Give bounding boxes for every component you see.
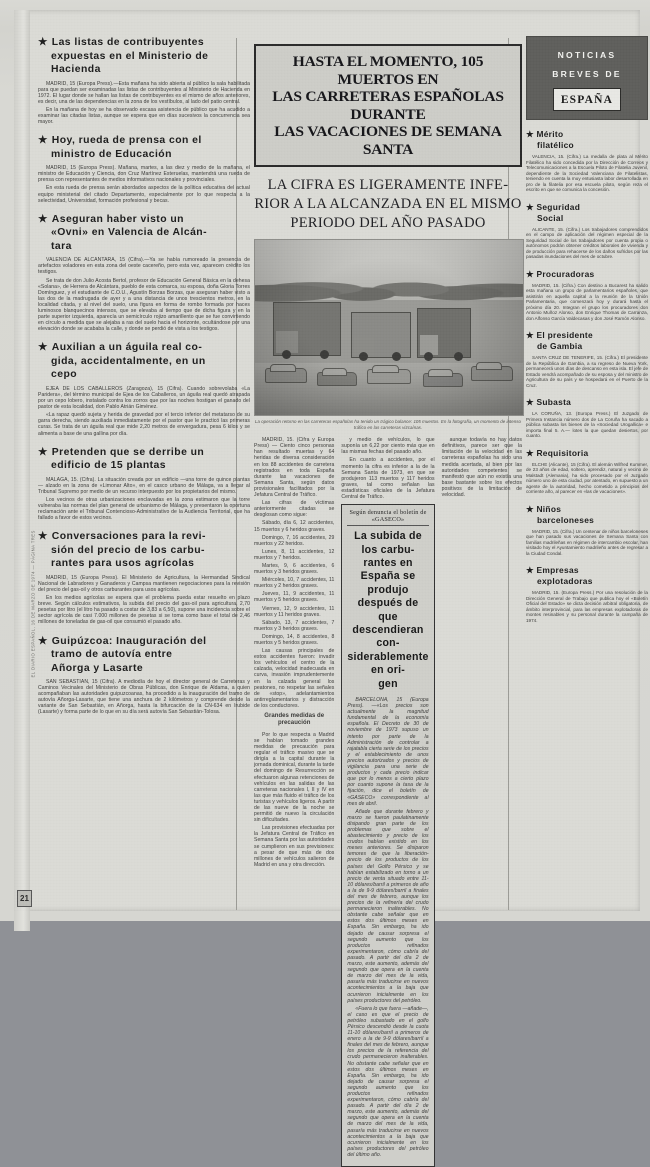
star-icon: ★ (526, 565, 534, 575)
headline-line: Pretenden que se derribe un (51, 446, 205, 458)
side-brief-item (526, 202, 648, 260)
brief-headline (38, 446, 250, 473)
gaseco-headline-line: La subida de los carbu- (354, 530, 422, 556)
main-headline-line: HASTA EL MOMENTO, 105 MUERTOS EN (292, 53, 484, 88)
story-paragraph: Viernes, 12, 9 accidentes, 11 muertos y 11 heridos graves. (254, 605, 335, 618)
side-brief-paragraph: MADRID, 15. (Cifra.) Con destino a Bucarest ha salido esta mañana un grupo de parlamentarios españoles, que asistirán en aquella capital a la reunión de la Unión Parlamentaria, que comenzará hoy y durará hasta el próximo día 20. Integran el grupo los procuradores don Antonio Muñoz Alonso, don Enrique Thomas de Carranza, don Alfonso García Valdecasas y don José Ramón Alonso. (526, 282, 648, 321)
story-subcolumns (254, 437, 522, 1167)
headline-line: sión del precio de los carbu- (51, 544, 205, 556)
headline-line: filatélico (537, 140, 574, 150)
headline-line: de Gambia (537, 341, 583, 351)
side-brief-paragraph: LA CORUÑA, 13. (Europa Press.) El Juzgado de Primera Instancia número dos de La Coruña ha sacado a pública subasta los bienes de la «Sociedad Urogallica» e importa final 5. A.— lotes la que quedan desiertos, por cuanto. (526, 411, 648, 438)
espana-plate-label: ESPAÑA (560, 94, 614, 106)
gaseco-paragraph: BARCELONA, 15 (Europa Press). —«Los precios son actualmente la magnitud fundamental de la economía española. El Decreto de 30 de noviembre de 1973 supuso un intento por parte de la Administración de controlar a rajatabla cierta serie de los precios y el establecimiento de unos precios autorizados y precios de vigilancia para una serie de productos y cada precio indicar que por lo menos a cierto plazo por cuanto supone la tasa de la fijación, dice el boletín de «GASECO» correspondiente al mes de abril. (347, 697, 429, 807)
spine-imprint: EL DIARIO ESPAÑOL, 16 DE MARZO DE 1974 — PÁGINA TRES (30, 530, 36, 678)
star-icon: ★ (526, 447, 534, 458)
story-paragraph: En cuanto a accidentes, por el momento la cifra es inferior a la de la Semana Santa de 1973, en que se produjeron 113 muertos y 117 heridos graves, tal como señalan las estadísticas oficiales de la Jefatura Central de Tráfico. (341, 457, 435, 501)
side-brief-headline (526, 397, 648, 408)
star-icon: ★ (526, 268, 534, 279)
story-paragraph: Domingo, 7, 16 accidentes, 29 muertos y 22 heridos. (254, 534, 335, 547)
gaseco-paragraph: «Fuera lo que fuera —añade—, el caso es que el precio de petróleo subastado en el golfo Pérsico descendió desde la cuota 11-10 dólares/barril a primeros de enero a la de 9-9 dólares/barril a finales del mes de febrero, aunque los precios de la referencia del crudo permanecieron inalterables. No obstante cabe señalar que en estos dos últimos meses en España. Sin embargo, ha ido dejado de causar sorpresa el segundo aumento que los productos refinados experimentaron, cómo cabría del pasado. A partir del día 2 de marzo, este aumento, además del segundo que opera en la cuenta de marzo del mes de la vida, pasaría más traducirse en nuevos acontecimientos a la baja que ocurrieron inicialmente en los países productores del petróleo del último año. (347, 1005, 429, 1158)
gaseco-headline-line: siderablemente en ori- (347, 650, 429, 677)
gaseco-paragraph: Añade que durante febrero y marzo se fueron paulatinamente disipando gran parte de los problemas que sobre el abastecimiento y precio de los crudos habían existido en los meses anteriores. Se disiparon temores de que la liberación-precio de los productos de los países del Golfo Pérsico y se habían estabilizado en torno a un precio de venta situado entre 11-10 dólares/barril a primeros de año a la de 9-9 dólares/barril a finales del mes de febrero, aunque los precios de la refinería del crudo permanecieron inalterables. No obstante cabe señalar que en estos dos últimos meses en España. Sin embargo, ha ido dejado de causar sorpresa el segundo aumento que los productos refinados experimentaron, cómo cabría del pasado. A partir del día 2 de marzo, este aumento, además del segundo que opera en la cuenta de marzo del mes de la vida, pasaría más traducirse en nuevos acontecimientos a la baja que ocurrieron inicialmente en los países productores del petróleo. (347, 808, 429, 1004)
brief-item (38, 341, 250, 436)
main-story-column (254, 36, 522, 1167)
side-brief-item (526, 330, 648, 388)
side-brief-item (526, 269, 648, 322)
headline-line: Empresas (536, 565, 579, 575)
headline-line: Procuradoras (536, 268, 595, 279)
headline-line: expuestas en el Ministerio de (51, 50, 209, 62)
story-paragraph: Domingo, 14, 8 accidentes, 8 muertos y 5 heridos graves. (254, 633, 335, 646)
headline-line: Auxilian a un águila real co- (51, 342, 203, 354)
photo-caption: La operación retorno en las carreteras españolas ha tenido un trágico balance: 105 muertos. En la fotografía, un momento de intenso tráfico en las carreteras vizcaínas. (254, 419, 521, 430)
headline-line: ministro de Educación (51, 148, 172, 160)
brief-paragraph: MADRID, 15 (Europa Press). Mañana, martes, a las diez y medio de la mañana, el ministro de Educación y Ciencia, don Cruz Martínez Esteruelas, mantendrá una rueda de prensa con representantes de medios informativos nacionales y provinciales. (38, 165, 250, 184)
main-subheadline (254, 176, 522, 233)
brief-paragraph: Se trata de don Julio Acosta Bertol, profesor de Educación General Básica en la dehesa «Solana», de Herrera de Alcántara, pueblo de esta comarca, su esposa, doña Gloria Torres Domínguez, y el estudiante de C.O.U., Agustín Borzas Borzas, que aseguran haber visto a las dos de la madrugada de ayer y a una distancia de unos trescientos metros, en la localidad citada, y al nivel del suelo, una figura en forma de rombo formada por haces luminosos blanquecinos intensos, que se elevaba al tiempo que de dicha figura y en la parte superior izquierda, aparecía un semicírculo rojizo amarillento que se fue convirtiendo en círculo a medida que se alejaba a ras del suelo hacia el horizonte, ocultándose por una elevación donde se acababa la calle, y donde se perdió de vista a los testigos. (38, 277, 250, 333)
side-brief-headline (526, 504, 648, 526)
brief-paragraph: MADRID, 15 (Europa Press). El Ministerio de Agricultura, la Hermandad Sindical Nacional de Labradores y Ganaderos y Campsa mantienen negociaciones para la revisión del precio del gas-oil y otros carburantes para usos agrícolas. (38, 574, 250, 593)
headline-line: cepo (51, 369, 78, 381)
page-folio-number: 21 (17, 890, 32, 907)
espana-plate (553, 88, 621, 111)
side-brief-headline (526, 565, 648, 587)
brief-item (38, 213, 250, 333)
headline-line: barceloneses (537, 514, 595, 525)
headline-line: Mérito (536, 129, 564, 139)
star-icon: ★ (38, 135, 48, 147)
brief-paragraph: MALAGA, 15. (Cifra). La situación creada por un edificio —una torre de quince plantas— alzado en la zona de «Limonar Alto», en el casco urbano de Málaga, va a llegar al Tribunal Supremo por medio de un recurso interpuesto por los propietarios del mismo. (38, 476, 250, 495)
headline-line: Seguridad (536, 201, 581, 212)
subheadline-line: RIOR A LA ALCANZADA EN EL MISMO (254, 196, 522, 212)
side-brief-headline (526, 269, 648, 280)
headline-line: tramo de autovía entre (51, 649, 173, 660)
story-paragraph: Las cifras de víctimas anteriormente citadas se desglosan como sigue: (254, 500, 335, 519)
headline-line: «Ovni» en Valencia de Alcán- (51, 227, 208, 239)
headline-line: Hacienda (51, 64, 101, 75)
headline-line: explotadoras (537, 576, 593, 586)
subheadline-line: LA CIFRA ES LIGERAMENTE INFE- (267, 177, 509, 193)
masthead-line: NOTICIAS (557, 50, 617, 60)
story-paragraph: Miércoles, 10, 7 accidentes, 11 muertos y 2 heridos graves. (254, 577, 335, 590)
masthead-line: BREVES DE (552, 69, 622, 79)
star-icon: ★ (526, 330, 534, 340)
story-paragraph: aunque todavía no hay datos definitivos, parece ser que la limitación de la velocidad en las carreteras españolas ha sido una medida acertada, al bien por las autoridades competentes se manifestó que aún no existía una base bastante sobre los efectos positivos de la limitación de velocidad. (441, 437, 523, 499)
brief-paragraph: Los vecinos de otras urbanizaciones enclavadas en la zona estimaron que la torre vulneraba las normas del plan general de urbanismo de Málaga, y presentaron la oportuna reclamación ante el Tribunal Contencioso-Administrativo de la Audiencia Territorial, que ha fallado a favor de estos vecinos. (38, 496, 250, 522)
side-brief-item (526, 448, 648, 495)
brief-headline (38, 36, 250, 77)
side-brief-paragraph: VALENCIA, 15. (Cifra.) La medalla de plata al Mérito Filatélico ha sido concedida por la Dirección de Correos y Telecomunicaciones a la Escuela Piloto de Filatelia Juvenil, dependiente de la Sociedad Valenciana de Filatelistas, teniendo en cuenta la muy entusiasta labor desarrollada en pro de la filatelia por esa escuela piloto, según reza el escrito en que se comunica la concesión. (526, 154, 648, 192)
side-brief-paragraph: MADRID, 15. (Cifra.) Un centenar de niños barceloneses que han pasado sus vacaciones de Semana Santa con familias madrileñas en régimen de intercambio escolar, han visitado hoy el Ayuntamiento madrileño antes de regresar a la Ciudad Condal. (526, 528, 648, 556)
story-subhead: Grandes medidas de precaución (264, 713, 325, 727)
brief-item (38, 530, 250, 625)
story-subcolumn-1 (254, 437, 334, 1167)
story-subcolumn-2 (341, 437, 434, 1167)
story-paragraph: Sábado, día 6, 12 accidentes, 15 muertos y 6 heridos graves. (254, 520, 335, 533)
main-headline-line: LAS VACACIONES DE SEMANA SANTA (274, 123, 502, 158)
brief-headline (38, 341, 250, 382)
right-sidebar-column (526, 36, 648, 632)
main-headline-box (254, 44, 522, 167)
brief-item (38, 446, 250, 522)
brief-paragraph: MADRID, 15 (Europa Press).—Esta mañana ha sido abierta al público la sala habilitada para que puedan ser examinadas las listas de contribuyentes al Ministerio de Hacienda en 1972. El lugar donde se hallan las listas de contribuyentes es el mismo de años anteriores, es decir, una de las dependencias en la zona de los vestíbulos, al lado del patio central. (38, 80, 250, 105)
brief-paragraph: «La rapaz quedó sujeta y herida de gravedad por el tercio inferior del metatarso de su garra derecha, siendo auxiliada inmediatamente por el pastor que le practicó las primeras curas. Se trata de un águila real que mide 2,20 metros de envergadura, pesa 6 kilos y se alimenta a base de una gallina por día. (38, 412, 250, 437)
brief-headline (38, 213, 250, 254)
story-paragraph: Jueves, 11, 9 accidentes, 11 muertos y 5 heridos graves. (254, 591, 335, 604)
star-icon: ★ (38, 531, 48, 543)
side-brief-item (526, 504, 648, 557)
story-paragraph: Sábado, 13, 7 accidentes, 7 muertos y 3 heridos graves. (254, 619, 335, 632)
side-brief-headline (526, 202, 648, 224)
gaseco-sidebar-box (341, 504, 434, 1167)
headline-line: Guipúzcoa: Inauguración del (51, 635, 207, 647)
star-icon: ★ (38, 635, 48, 647)
brief-paragraph: VALENCIA DE ALCANTARA, 15 (Cifra).—Ya se había rumoreado la presencia de artefactos voladores en esta zona del oeste cacereño, pero esta vez, aparecen crédito los testigos. (38, 257, 250, 276)
headline-line: Hoy, rueda de prensa con el (51, 135, 202, 147)
headline-line: Conversaciones para la revi- (51, 531, 206, 543)
headline-line: Niños (536, 503, 562, 514)
side-brief-paragraph: ELCHE (Alicante), 15 (Cifra). El alemán Wilfred Kummer, de 23 años de edad, soltero, aprendiz, natural y vecino de Malstadt (Alemania), ha sido procesado por el Juzgado número uno de esta ciudad, por atentado, en supuesto a un agente de la autoridad, hecho cometido a principios del corriente año, al parecer en «las de vacaciones». (526, 461, 648, 494)
traffic-photo (254, 239, 524, 416)
headline-line: Aseguran haber visto un (51, 213, 184, 225)
story-paragraph: y medio de vehículos, lo que suponía un 6,22 por ciento más que en las mismas fechas del pasado año. (341, 437, 435, 456)
side-brief-headline (526, 448, 648, 459)
star-icon: ★ (38, 37, 48, 48)
story-paragraph: Las causas principales de estos accidentes fueron: invadir los vehículos el centro de la calzada, velocidad inadecuada en curva, invasión imprudentemente en la calzada general los peatones, no respetar las señales de «stop», adelantamientos antirreglamentarios y distracción de los conductores. (254, 648, 335, 709)
paper-sheet (14, 10, 648, 1158)
side-brief-item (526, 397, 648, 439)
headline-line: edificio de 15 plantas (51, 460, 166, 472)
gaseco-source-line: Según denuncia el boletín de «GASECO» (347, 509, 428, 526)
story-paragraph: MADRID, 15. (Cifra y Europa Press) — Ciento cinco personas han resultado muertas y 64 heridas de diversa consideración en los 88 accidentes de carretera registrados en toda España durante las vacaciones de Semana Santa, según datos provisionales facilitados por la Jefatura Central de Tráfico. (254, 437, 335, 499)
brief-paragraph: En la mañana de hoy se ha observado escasa asistencia de público que ha acudido a examinar las citadas listas, aunque se espera que en días sucesivos la concurrencia sea mayor. (38, 106, 250, 126)
side-brief-item (526, 129, 648, 193)
brief-item (38, 635, 250, 716)
story-paragraph: Lunes, 8, 11 accidentes, 12 muertos y 7 heridos. (254, 548, 335, 561)
star-icon: ★ (526, 201, 534, 212)
story-paragraph: Martes, 9, 6 accidentes, 6 muertos y 3 heridos graves. (254, 562, 335, 576)
gaseco-headline-line: rantes en España se (360, 556, 416, 583)
headline-line: Añorga y Lasarte (51, 662, 144, 674)
headline-line: rantes para usos agrícolas (51, 558, 195, 570)
breves-masthead (526, 36, 648, 120)
headline-line: tara (51, 240, 72, 252)
side-brief-paragraph: SANTA CRUZ DE TENERIFE, 15. (Cifra.) El presidente de la República de Gambia, a su regreso de Nueva York, permanecerá unos días de descanso en esta isla. El jefe de Estado vendrá acompañado de su esposa y del ministro de Agricultura de su país y se hospedará en el Puerto de la Cruz. (526, 355, 648, 388)
brief-paragraph: SAN SEBASTIAN, 15 (Cifra). A mediodía de hoy el director general de Carreteras y Caminos Vecinales del Ministerio de Obras Públicas, don Enrique de Aldama, a quien acompañaban las autoridades guipuzcoanas, ha procedido a la inauguración del tramo de autovía Añorga-Lasarte, que tiene una anchura de 2 kilómetros y comprende desde la variante de San Sebastián, en Añorga, hasta la bifurcación de la CN-634 en Irubide (Lasarte) y forma parte de lo que en su día será autovía San Sebastián-Tolosa. (38, 679, 250, 716)
brief-paragraph: En los medios agrícolas se espera que el problema pueda estar resuelto en plazo breve. Según cálculos estimativos, la subida del precio del gas-oil para agricultura, 2,70 pesetas por litro (el litro ha pasado a costar de 3,83 a 6,50), supone una incidencia sobre el sector agrícola de casi 7.000 millones de pesetas si se toma como base el total de 2,46 millones de toneladas de gas-oil que consumió el pasado año. (38, 595, 250, 626)
side-brief-headline (526, 129, 648, 151)
star-icon: ★ (38, 213, 48, 225)
brief-headline (38, 635, 250, 676)
star-icon: ★ (526, 129, 534, 139)
story-subcolumn-3 (442, 437, 522, 1167)
left-column (38, 36, 250, 725)
subheadline-line: PERIODO DEL AÑO PASADO (290, 215, 486, 231)
headline-line: Requisitoria (536, 447, 589, 458)
page-spine (14, 10, 36, 931)
brief-item (38, 134, 250, 204)
gaseco-headline-line: produjo después de (357, 583, 419, 610)
star-icon: ★ (526, 397, 534, 407)
photo-vignette (255, 240, 523, 415)
headline-line: El presidente (536, 330, 593, 340)
headline-line: gida, accidentalmente, en un (51, 355, 206, 367)
brief-headline (38, 530, 250, 571)
brief-paragraph: EJEA DE LOS CABALLEROS (Zaragoza), 15 (Cifra). Cuando sobrevolaba «La Paridera», del término municipal de Ejea de los Caballeros, un águila real quedó atrapada por un cepo lobero, instalado contra los zorros que por las noches hostigan el ganado del pastor de esta localidad, don Pablo Atrián Giménez. (38, 385, 250, 411)
story-paragraph: Por lo que respecta a Madrid se habían tomado grandes medidas de precaución para regular el tráfico masivo que se dirigía a la capital durante la jornada dominical, durante la tarde del domingo de Resurrección se efectuaron algunas retenciones de vehículos en las salidas de las carreteras nacionales I, II y IV en las que más fluido el tráfico de los turistas y vehículos ligeros. A partir de las nueve de la noche se permitió de nuevo la circulación sin dificultades. (254, 731, 335, 824)
headline-line: Subasta (536, 397, 572, 407)
gaseco-headline-line: gen (378, 677, 398, 690)
brief-item (38, 36, 250, 125)
star-icon: ★ (526, 503, 534, 514)
gaseco-headline (347, 530, 428, 691)
main-headline-line: LAS CARRETERAS ESPAÑOLAS DURANTE (272, 88, 504, 123)
side-brief-item (526, 565, 648, 623)
headline-line: Social (537, 212, 564, 223)
brief-headline (38, 134, 250, 161)
headline-line: Las listas de contribuyentes (51, 37, 205, 48)
side-brief-paragraph: MADRID, 15. (Europa Press.) Por una resolución de la Dirección General de Trabajo que publica hoy el «Boletín Oficial del Estado» se dicta decisión arbitral obligatoria, de ámbito interprovincial, para las empresas explotadoras de montes resinables y su personal durante la campaña de 1974. (526, 590, 648, 623)
brief-paragraph: En esta rueda de prensa serán abordados aspectos de la política educativa del actual equipo ministerial del citado Departamento, especialmente por lo que respecta a la selectividad, Universidad, formación profesional y becas. (38, 185, 250, 204)
gaseco-headline-line: que descendieran con- (352, 610, 424, 650)
story-paragraph: Las provisiones efectuadas por la Jefatura Central de Tráfico en Semana Santa por las autoridades se cumplieron en sus previsiones: a pesar de que más de dos millones de vehículos salieron de Madrid en una y otra dirección. (254, 825, 335, 868)
side-brief-headline (526, 330, 648, 352)
star-icon: ★ (38, 342, 48, 354)
star-icon: ★ (38, 446, 48, 458)
side-brief-paragraph: ALICANTE, 15. (Cifra.) Los trabajadores comprendidos en el campo de aplicación del régimen especial de la Seguridad Social de los trabajadores por cuenta propia o autónomos podrán obtener créditos laborales de vivienda y de producción para rehacerse de los daños sufridos por las pasadas inundaciones del mes de octubre. (526, 226, 648, 259)
